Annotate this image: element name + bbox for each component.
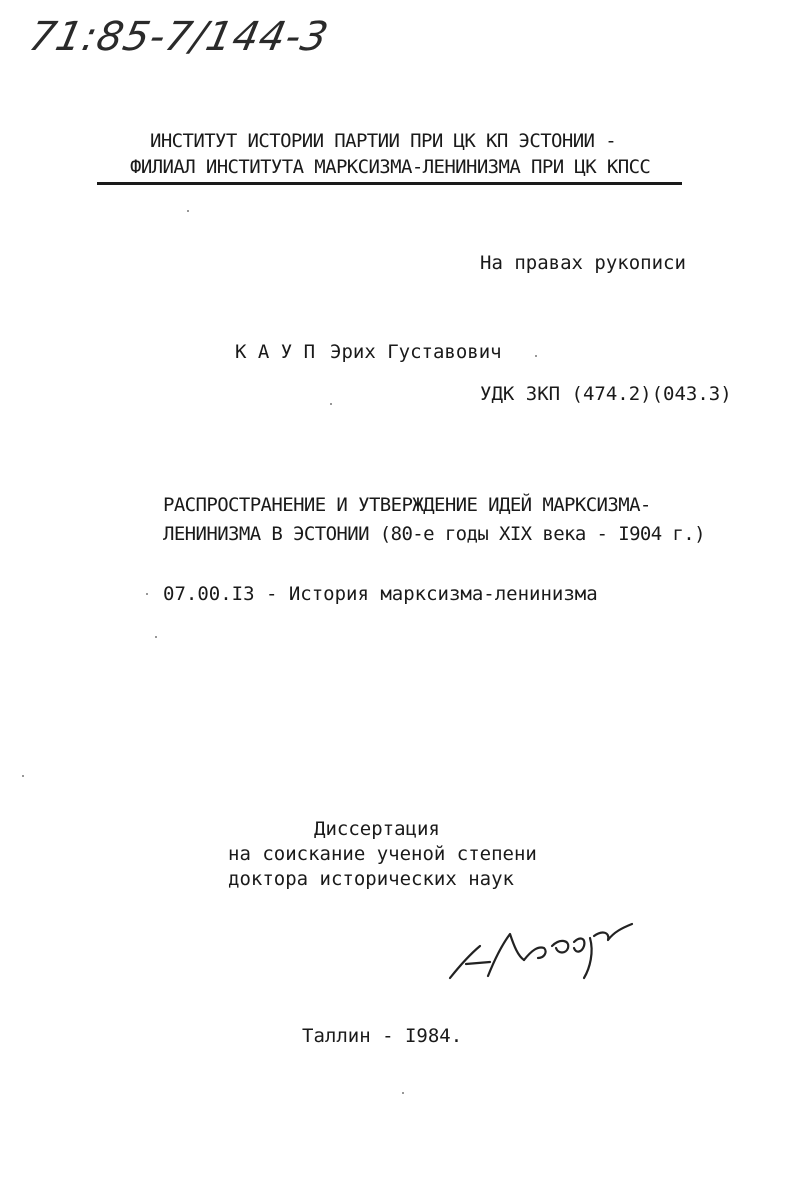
dissertation-line-1: Диссертация xyxy=(314,818,440,840)
dissertation-line-2: на соискание ученой степени xyxy=(228,843,537,865)
scan-speck xyxy=(187,210,189,212)
specialty: 07.00.I3 - История марксизма-ленинизма xyxy=(163,583,598,605)
signature-stroke xyxy=(488,934,524,976)
signature-stroke xyxy=(552,941,568,953)
institute-line-1: ИНСТИТУТ ИСТОРИИ ПАРТИИ ПРИ ЦК КП ЭСТОНИИ - xyxy=(150,130,617,152)
signature-stroke xyxy=(594,924,632,940)
author-given-names: Эрих Густавович xyxy=(330,341,502,363)
signature-stroke xyxy=(450,946,480,978)
scan-speck xyxy=(22,775,24,777)
dissertation-line-3: доктора исторических наук xyxy=(228,868,514,890)
scan-speck xyxy=(402,1092,404,1094)
place-year: Таллин - I984. xyxy=(302,1025,463,1047)
signature-stroke xyxy=(524,948,546,961)
scan-speck xyxy=(146,593,148,595)
author-surname: К А У П xyxy=(235,341,316,363)
scan-speck xyxy=(155,636,157,638)
manuscript-note: На правах рукописи xyxy=(480,252,686,274)
header-rule xyxy=(97,182,682,185)
archive-number: 71:85-7/144-3 xyxy=(25,14,333,60)
author-signature xyxy=(440,912,650,987)
title-line-1: РАСПРОСТРАНЕНИЕ И УТВЕРЖДЕНИЕ ИДЕЙ МАРКСИЗМА- xyxy=(163,494,651,516)
title-line-2: ЛЕНИНИЗМА В ЭСТОНИИ (80-е годы XIX века - I904 г.) xyxy=(163,523,705,545)
scan-speck xyxy=(330,403,332,405)
signature-stroke xyxy=(466,962,490,964)
institute-line-2: ФИЛИАЛ ИНСТИТУТА МАРКСИЗМА-ЛЕНИНИЗМА ПРИ ЦК КПСС xyxy=(130,156,651,178)
scan-speck xyxy=(535,355,537,357)
udc-code: УДК ЗКП (474.2)(043.3) xyxy=(480,383,732,405)
signature-stroke xyxy=(574,939,584,952)
